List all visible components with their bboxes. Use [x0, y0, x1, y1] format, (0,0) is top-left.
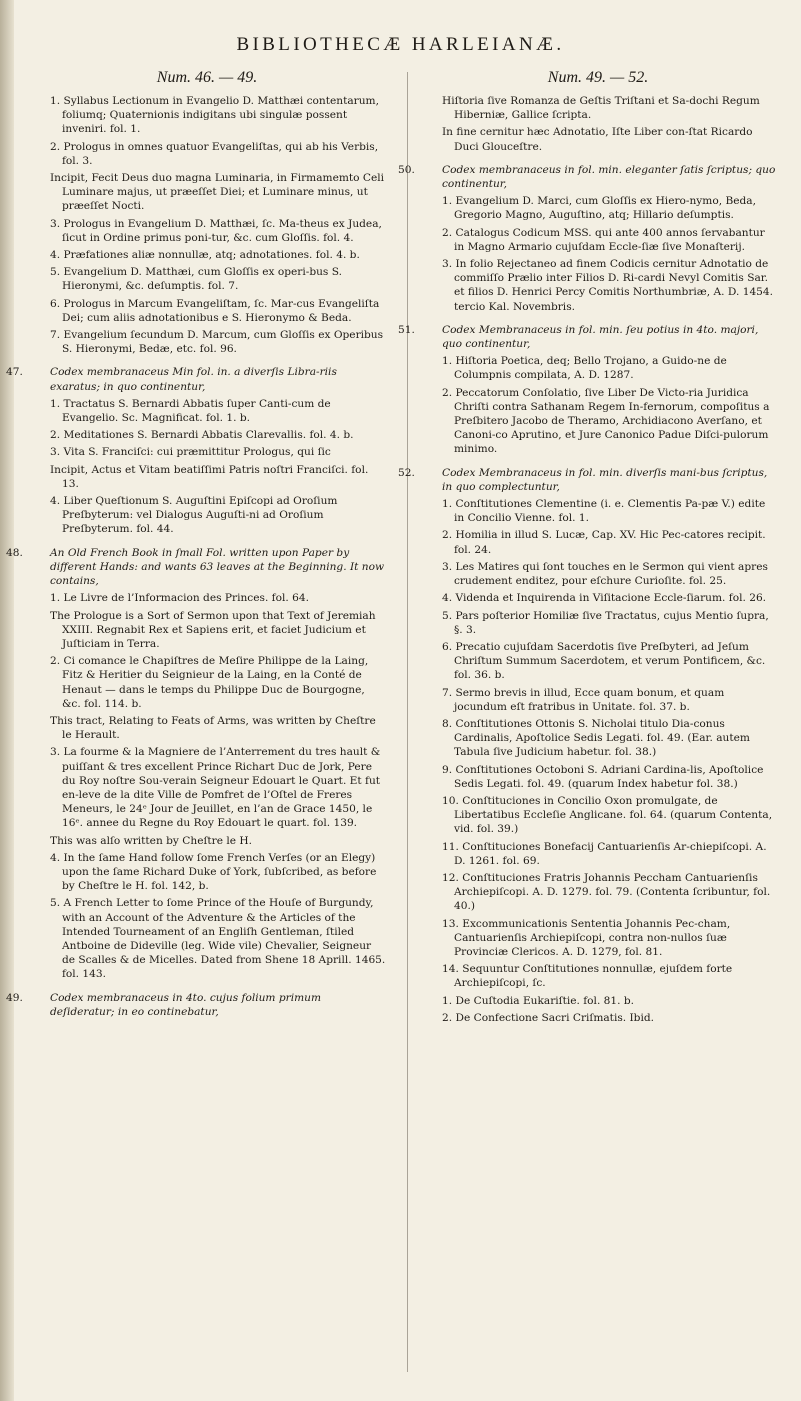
entry-item: 6. Precatio cujuſdam Sacerdotis ſive Preſbyteri, ad Jeſum Chriſtum Summum Sacerdotem, et verum Pontificem, &c. fol. 36. b.: [442, 640, 766, 682]
catalogue-entry: [398, 466, 776, 1025]
entry-item: 4. Præfationes aliæ nonnullæ, atq; adnotationes. fol. 4. b.: [50, 249, 360, 262]
entry-description: Codex membranaceus Min fol. in. a diverſis Libra-riis exaratus; in quo continentur,: [50, 366, 337, 393]
entry-item: 3. Prologus in Evangelium D. Matthæi, ſc. Ma-theus ex Judea, ſicut in Ordine primus poni-tur, &c. cum Gloſſis. fol. 4.: [50, 217, 382, 244]
entry-item: 13. Excommunicationis Sententia Johannis Pec-cham, Cantuarienſis Archiepiſcopi, contra non-nullos ſuæ Provinciæ Clericos. A. D. 1279, fol. 81.: [442, 917, 731, 958]
entry-item: This was alſo written by Cheſtre le H.: [50, 834, 252, 847]
entry-description: Codex membranaceus in 4to. cujus folium primum deſideratur; in eo continebatur,: [50, 991, 321, 1018]
entry-number: 52.: [398, 466, 415, 479]
catalogue-entry: [6, 546, 386, 982]
entry-description: Codex membranaceus in fol. min. eleganter ſatis ſcriptus; quo continentur,: [442, 163, 776, 191]
entry-item: 2. Catalogus Codicum MSS. qui ante 400 annos ſervabantur in Magno Armario cujuſdam Eccle-ſiæ ſive Monaſterij.: [442, 226, 765, 253]
catalogue-entry: [420, 94, 776, 154]
entry-item: 5. Pars poſterior Homiliæ ſive Tractatus, cujus Mentio ſupra, §. 3.: [442, 609, 769, 636]
entry-item: In fine cernitur hæc Adnotatio, Iſte Liber con-ſtat Ricardo Duci Glouceſtre.: [442, 126, 753, 153]
entry-item: 2. De Confectione Sacri Criſmatis. Ibid.: [442, 1011, 655, 1024]
catalogue-entry: [6, 991, 386, 1019]
entry-item: 1. Syllabus Lectionum in Evangelio D. Matthæi contentarum, foliumq; Quaternionis indigitans ubi singulæ possent inveniri. fol. 1.: [50, 95, 379, 136]
entry-item: Incipit, Fecit Deus duo magna Luminaria, in Firmamemto Celi Luminare majus, ut præeſſet Diei; et Luminare minus, ut præeſſet Nocti.: [50, 172, 385, 213]
entry-item: 8. Conſtitutiones Ottonis S. Nicholai titulo Dia-conus Cardinalis, Apoſtolice Sedis Legati. fol. 49. (Ear. autem Tabula ſive Judicium habetur. fol. 38.): [442, 717, 750, 759]
entry-item: 7. Sermo brevis in illud, Ecce quam bonum, et quam jocundum eſt fratribus in Unitate. fol. 37. b.: [442, 686, 725, 713]
left-range-heading: Num. 46. — 49.: [156, 69, 258, 86]
entry-heading: [6, 546, 386, 589]
entry-description: Codex Membranaceus in fol. min. diverſis mani-bus ſcriptus, in quo complectuntur,: [442, 466, 768, 493]
entry-number: 49.: [6, 991, 23, 1004]
page-spine-shadow: [0, 0, 14, 1401]
entry-item: 1. Tractatus S. Bernardi Abbatis ſuper Canti-cum de Evangelio. Sc. Magnificat. fol. 1. b.: [50, 397, 331, 425]
entry-item: 3. In folio Rejectaneo ad finem Codicis cernitur Adnotatio de commiſſo Prælio inter Filios D. Ri-cardi Nevyl Comitis Sar. et filios D. Henrici Percy Comitis Northumbriæ, A. D. 1454. tercio Kal. Novembris.: [442, 258, 774, 313]
entry-item: 1. Le Livre de l’Informacion des Princes. fol. 64.: [50, 592, 309, 605]
entry-item: Hiſtoria ſive Romanza de Geſtis Triſtani et Sa-dochi Regum Hiberniæ, Gallice ſcripta.: [442, 95, 760, 122]
entry-item: 10. Conſtituciones in Concilio Oxon promulgate, de Libertatibus Eccleſie Anglicane. fol. 64. (quarum Contenta, vid. fol. 39.): [442, 794, 773, 836]
entry-number: 51.: [398, 323, 415, 336]
entry-item: 3. Les Matires qui ſont touches en le Sermon qui vient apres crudement enditez, pour eſchure Curioſite. fol. 25.: [442, 560, 768, 588]
entry-number: 48.: [6, 546, 23, 559]
entry-item: 2. Ci comance le Chapiſtres de Meſire Philippe de la Laing, Fitz & Heritier du Seignieur de la Laing, en la Conté de Henaut — dans le temps du Philippe Duc de Bourgogne, &c. fol. 114. b.: [50, 655, 369, 710]
column-divider: [407, 72, 408, 1372]
entry-item: Incipit, Actus et Vitam beatiſſimi Patris noſtri Franciſci. fol. 13.: [50, 463, 369, 490]
entry-item: 1. Evangelium D. Marci, cum Gloſſis ex Hiero-nymo, Beda, Gregorio Magno, Auguſtino, atq; Hillario deſumptis.: [442, 195, 756, 222]
entry-item: 4. In the ſame Hand follow ſome French Verſes (or an Elegy) upon the ſame Richard Duke of York, ſubſcribed, as before by Cheſtre le H. fol. 142, b.: [50, 851, 377, 893]
entry-item: 5. Evangelium D. Matthæi, cum Gloſſis ex operi-bus S. Hieronymi, &c. deſumptis. fol. 7.: [50, 266, 342, 293]
catalogue-entry: [398, 163, 776, 314]
entry-item: 2. Peccatorum Conſolatio, ſive Liber De Victo-ria Juridica Chriſti contra Sathanam Regem In-fernorum, compoſitus a Preſbitero Jacobo de Theramo, Archidiacono Averſano, et Canoni-co Aprutino, et Jure Canonico Padue Diſci-pulorum minimo.: [442, 386, 770, 456]
entry-heading: [6, 991, 386, 1019]
entry-item: 3. Vita S. Franciſci: cui præmittitur Prologus, qui ſic: [50, 446, 331, 459]
entry-item: 5. A French Letter to ſome Prince of the Houſe of Burgundy, with an Account of the Adventure & the Articles of the Intended Tourneament of an Engliſh Gentleman, ſtiled Antboine de Dideville (leg. Wide vile) Chevalier, Seigneur de Scalles & de Micelles. Dated from Shene 18 Aprill. 1465. fol. 143.: [50, 897, 386, 981]
entry-item: The Prologue is a Sort of Sermon upon that Text of Jeremiah XXIII. Regnabit Rex et Sapiens erit, et faciet Judicium et Juſticiam in Terra.: [50, 609, 376, 650]
left-entries: [6, 94, 386, 1019]
right-range-heading: Num. 49. — 52.: [547, 69, 649, 86]
entry-item: 1. Hiſtoria Poetica, deq; Bello Trojano, a Guido-ne de Columpnis compilata, A. D. 1287.: [442, 355, 727, 382]
entry-item: 4. Videnda et Inquirenda in Viſitacione Eccle-ſiarum. fol. 26.: [442, 592, 767, 605]
entry-item: 6. Prologus in Marcum Evangeliſtam, ſc. Mar-cus Evangeliſta Dei; cum aliis adnotationibus e S. Hieronymo & Beda.: [50, 297, 380, 324]
entry-description: An Old French Book in ſmall Fol. written upon Paper by different Hands: and wants 63 leaves at the Beginning. It now contains,: [50, 546, 385, 588]
entry-item: 9. Conſtitutiones Octoboni S. Adriani Cardina-lis, Apoſtolice Sedis Legati. fol. 49. (quarum Index habetur fol. 38.): [442, 763, 764, 790]
entry-heading: [6, 365, 386, 393]
entry-item: 1. De Cuſtodia Eukariſtie. fol. 81. b.: [442, 994, 635, 1007]
entry-item: 12. Conſtituciones Fratris Johannis Peccham Cantuarienſis Archiepiſcopi. A. D. 1279. fol. 79. (Contenta ſcribuntur, fol. 40.): [442, 871, 771, 913]
left-column: [6, 68, 386, 1028]
entry-item: 11. Conſtituciones Bonefacij Cantuarienſis Ar-chiepiſcopi. A. D. 1261. fol. 69.: [442, 840, 767, 867]
entry-item: This tract, Relating to Feats of Arms, was written by Cheſtre le Herault.: [50, 714, 376, 742]
entry-heading: [398, 163, 776, 191]
entry-item: 3. La fourme & la Magniere de l’Anterrement du tres hault & puiſſant & tres excellent Prince Richart Duc de Jork, Pere du Roy noſtre Sou-verain Seigneur Edouart le Quart. Et fut en-leve de la dite Ville de Pomfret de l’Oſtel de Freres Meneurs, le 24ᵉ Jour de Jeuillet, en l’an de Grace 1450, le 16ᵉ. annee du Regne du Roy Edouart le quart. fol. 139.: [50, 746, 381, 830]
entry-item: 2. Homilia in illud S. Lucæ, Cap. XV. Hic Pec-catores recipit. fol. 24.: [442, 529, 766, 556]
entry-heading: [398, 466, 776, 494]
catalogue-entry: [398, 323, 776, 457]
catalogue-entry: [6, 365, 386, 536]
page-header: BIBLIOTHECÆ HARLEIANÆ.: [236, 34, 565, 55]
entry-item: 2. Prologus in omnes quatuor Evangeliſtas, qui ab his Verbis, fol. 3.: [50, 140, 379, 167]
right-column: [398, 68, 776, 1034]
entry-item: 4. Liber Queſtionum S. Auguſtini Epiſcopi ad Oroſium Preſbyterum: vel Dialogus Auguſti-ni ad Oroſium Preſbyterum. fol. 44.: [50, 495, 338, 536]
entry-number: 47.: [6, 366, 23, 379]
entry-number: 50.: [398, 163, 415, 176]
entry-heading: [398, 323, 776, 351]
catalogue-entry: [28, 94, 386, 356]
entry-item: 2. Meditationes S. Bernardi Abbatis Clarevallis. fol. 4. b.: [50, 429, 354, 442]
entry-description: Codex Membranaceus in fol. min. ſeu potius in 4to. majori, quo continentur,: [442, 323, 759, 351]
entry-item: 14. Sequuntur Conſtitutiones nonnullæ, ejuſdem forte Archiepiſcopi, ſc.: [442, 963, 733, 990]
right-entries: [398, 94, 776, 1025]
entry-item: 1. Conſtitutiones Clementine (i. e. Clementis Pa-pæ V.) edite in Concilio Vienne. fol. 1.: [442, 498, 766, 525]
entry-item: 7. Evangelium ſecundum D. Marcum, cum Gloſſis ex Operibus S. Hieronymi, Bedæ, etc. fol. 96.: [50, 329, 384, 356]
